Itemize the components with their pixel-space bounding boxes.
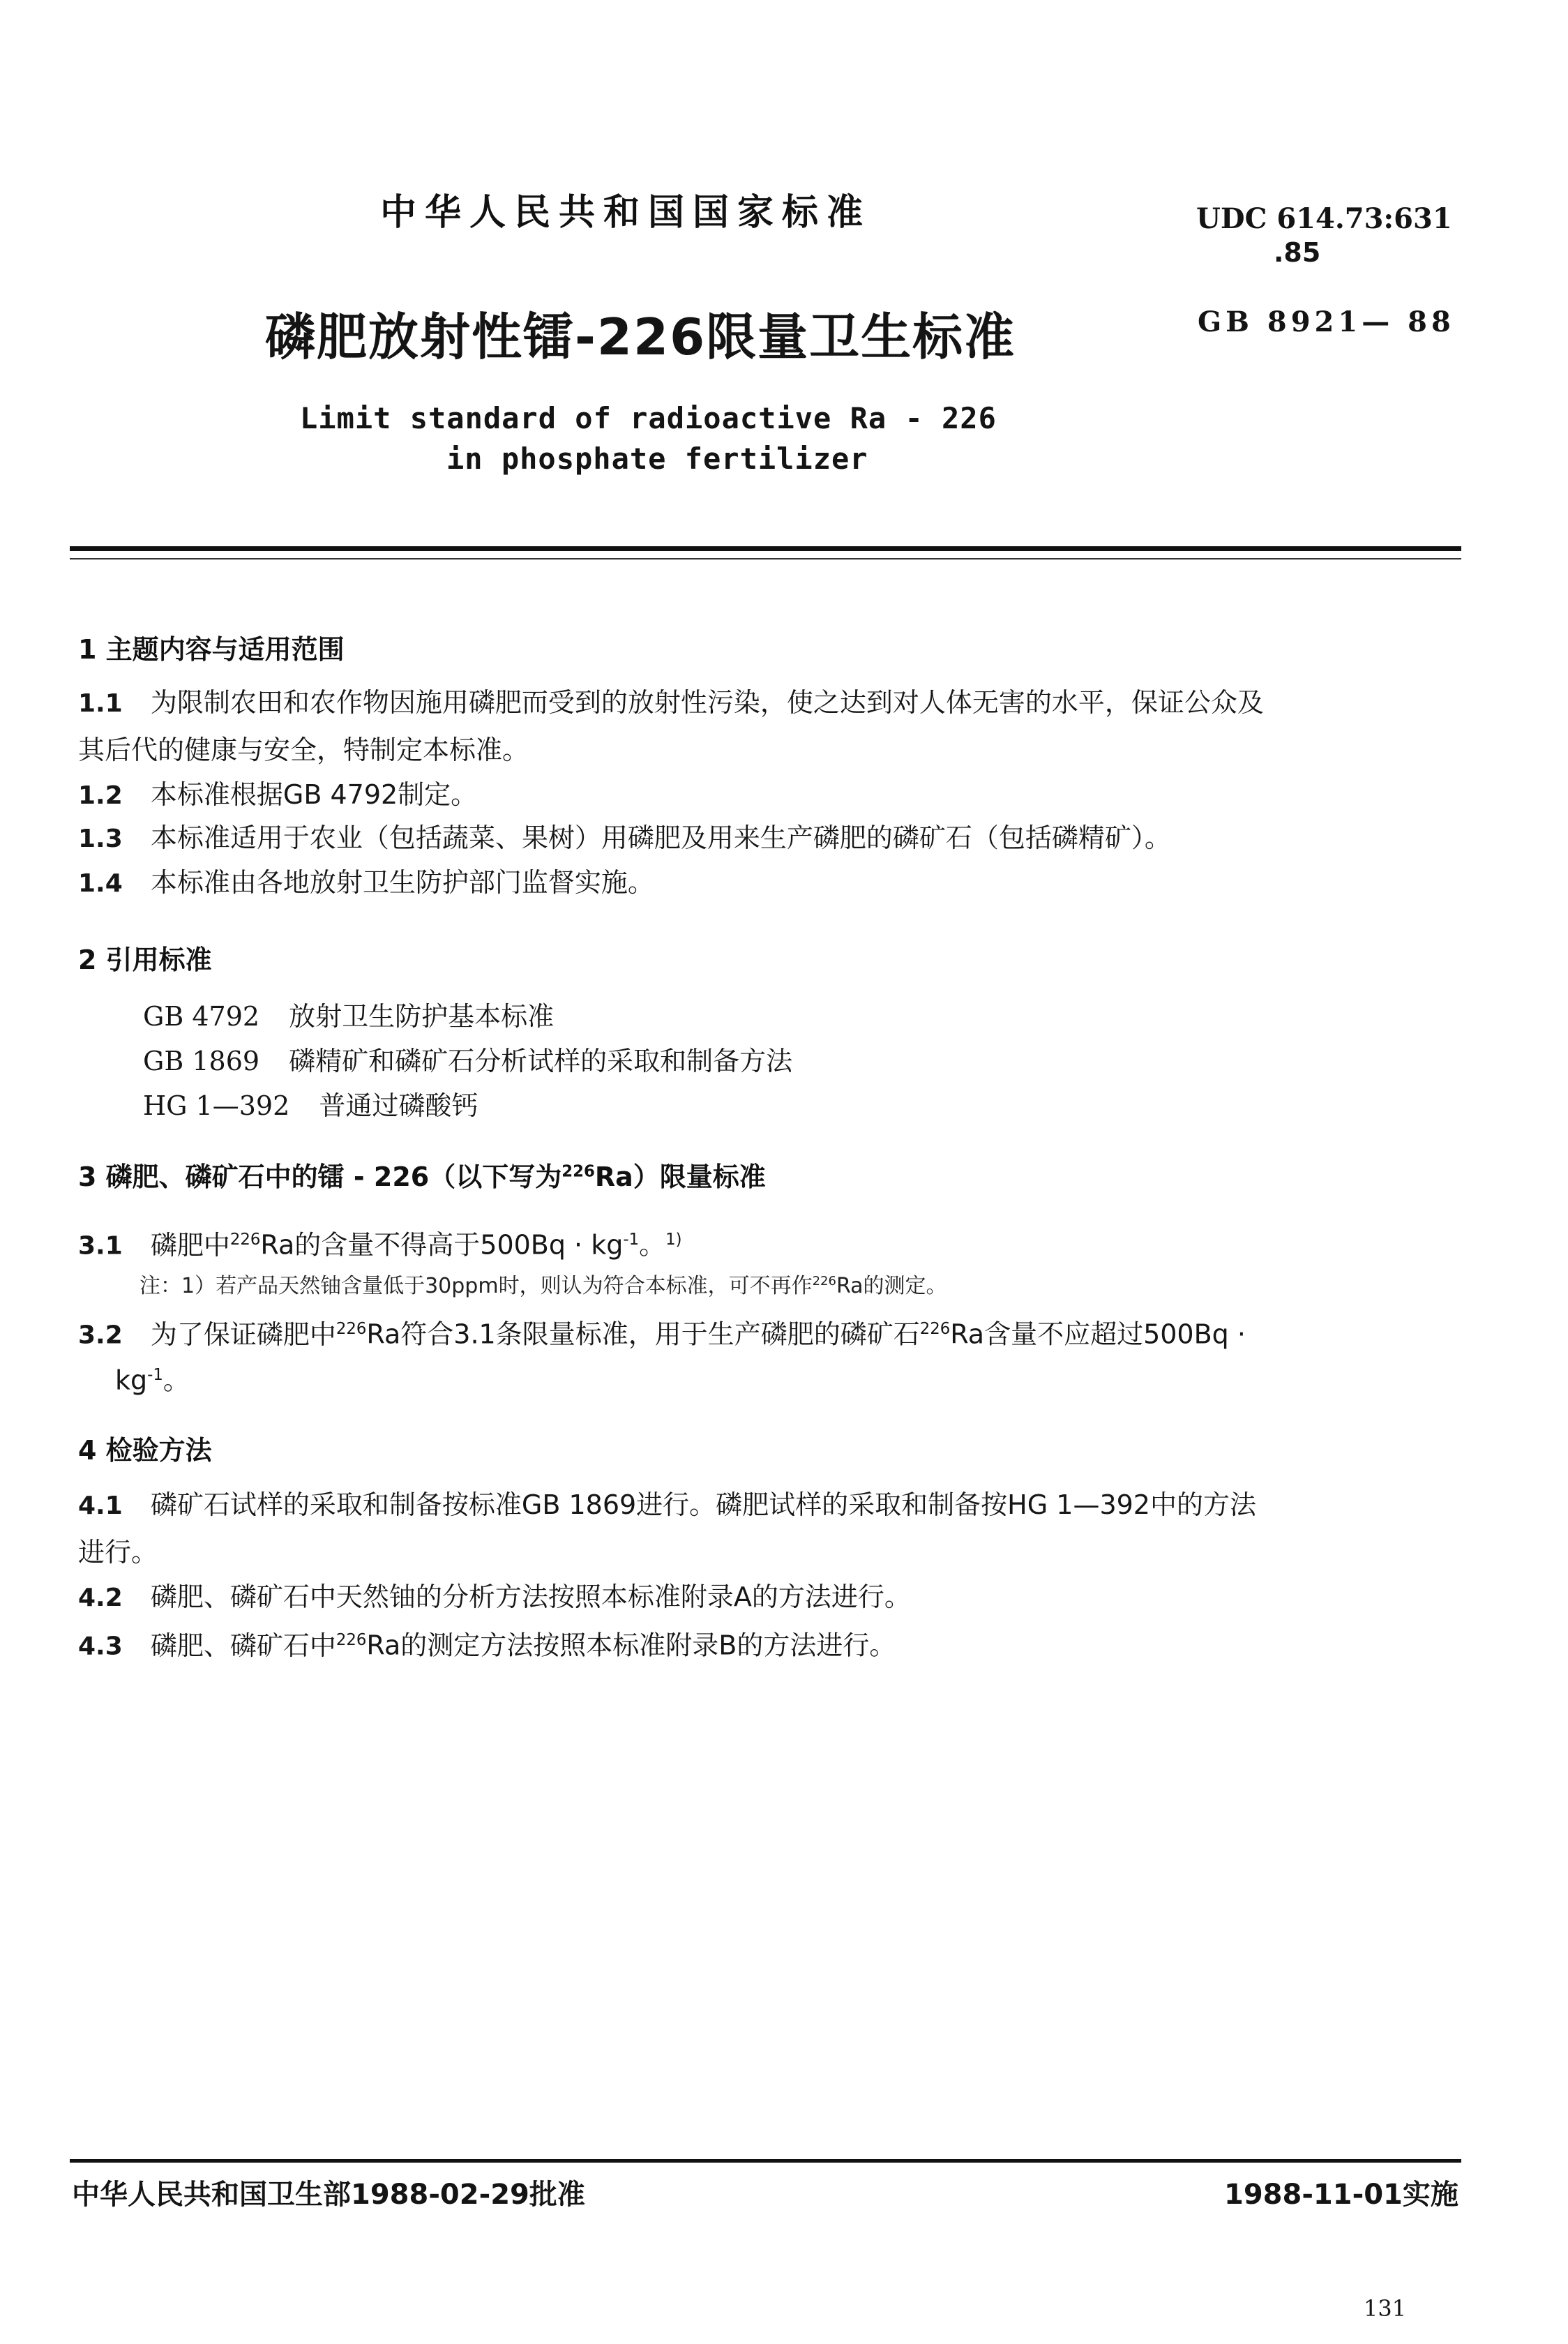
section-1-heading: 1 主题内容与适用范围 xyxy=(78,634,345,665)
clause-text: 本标准由各地放射卫生防护部门监督实施。 xyxy=(150,867,654,898)
clause-number: 4.1 xyxy=(78,1492,123,1520)
clause-1-3 xyxy=(78,818,1171,859)
clause-3-2-continuation xyxy=(115,1355,190,1401)
clause-number: 4.3 xyxy=(78,1632,123,1661)
clause-4-1 xyxy=(78,1485,1466,1526)
udc-code: UDC 614.73:631 xyxy=(1196,202,1452,235)
footer-divider xyxy=(70,2159,1461,2163)
reference-item xyxy=(143,996,554,1037)
clause-1-2 xyxy=(78,774,477,816)
heading-text: 3 磷肥、磷矿石中的镭 - 226（以下写为 xyxy=(78,1162,562,1192)
clause-3-2 xyxy=(78,1309,1466,1356)
approval-statement: 中华人民共和国卫生部1988-02-29批准 xyxy=(72,2179,585,2211)
footnote xyxy=(140,1268,947,1299)
header-divider-thin xyxy=(70,558,1461,559)
footnote-marker: 1) xyxy=(665,1231,682,1249)
national-standard-label: 中华人民共和国国家标准 xyxy=(380,192,872,234)
clause-text: 为限制农田和农作物因施用磷肥而受到的放射性污染，使之达到对人体无害的水平，保证公众及 xyxy=(150,687,1264,718)
udc-code-continuation: .85 xyxy=(1274,237,1321,268)
effective-date: 1988-11-01实施 xyxy=(1224,2179,1458,2211)
isotope-superscript: 226 xyxy=(812,1274,836,1289)
clause-4-1-continuation: 进行。 xyxy=(78,1537,158,1568)
clause-text: 磷肥中 xyxy=(150,1229,230,1261)
clause-text: 磷肥、磷矿石中天然铀的分析方法按照本标准附录A的方法进行。 xyxy=(150,1582,911,1612)
clause-text: kg xyxy=(115,1365,148,1396)
clause-4-3 xyxy=(78,1620,896,1667)
clause-number: 3.1 xyxy=(78,1231,123,1261)
clause-number: 1.4 xyxy=(78,869,123,898)
clause-4-2 xyxy=(78,1577,911,1618)
document-title-cn: 磷肥放射性镭-226限量卫生标准 xyxy=(265,308,1016,366)
clause-text: 磷肥、磷矿石中 xyxy=(150,1630,336,1661)
isotope-superscript: 226 xyxy=(919,1320,951,1338)
section-4-heading: 4 检验方法 xyxy=(78,1435,212,1466)
reference-code: GB 4792 xyxy=(143,1001,260,1032)
page-number: 131 xyxy=(1364,2295,1407,2322)
clause-text: 本标准根据GB 4792制定。 xyxy=(150,779,478,810)
heading-text: Ra）限量标准 xyxy=(594,1162,766,1192)
reference-item xyxy=(143,1085,478,1126)
clause-text: 。 xyxy=(163,1365,190,1396)
reference-title: 放射卫生防护基本标准 xyxy=(289,1001,555,1032)
footnote-text: Ra的测定。 xyxy=(836,1274,947,1298)
clause-number: 1.3 xyxy=(78,825,123,853)
unit-exponent: -1 xyxy=(147,1366,163,1384)
clause-3-1 xyxy=(78,1219,682,1267)
isotope-superscript: 226 xyxy=(561,1162,595,1181)
clause-number: 3.2 xyxy=(78,1321,123,1350)
isotope-superscript: 226 xyxy=(336,1631,367,1649)
clause-text: Ra含量不应超过500Bq · xyxy=(950,1318,1246,1350)
header-divider-thick xyxy=(70,546,1461,551)
isotope-superscript: 226 xyxy=(336,1320,367,1338)
clause-1-1-continuation: 其后代的健康与安全，特制定本标准。 xyxy=(78,735,529,765)
reference-code: GB 1869 xyxy=(143,1046,260,1076)
unit-exponent: -1 xyxy=(623,1231,640,1249)
document-title-en-line1: Limit standard of radioactive Ra - 226 xyxy=(300,401,997,435)
clause-text: Ra符合3.1条限量标准，用于生产磷肥的磷矿石 xyxy=(366,1318,920,1350)
clause-text: Ra的含量不得高于500Bq · kg xyxy=(260,1229,624,1261)
clause-text: 本标准适用于农业（包括蔬菜、果树）用磷肥及用来生产磷肥的磷矿石（包括磷精矿）。 xyxy=(150,822,1171,853)
document-title-en-line2: in phosphate fertilizer xyxy=(446,442,868,476)
footnote-text: 注：1）若产品天然铀含量低于30ppm时，则认为符合本标准，可不再作 xyxy=(140,1274,813,1298)
clause-number: 1.1 xyxy=(78,689,123,718)
reference-title: 磷精矿和磷矿石分析试样的采取和制备方法 xyxy=(289,1046,793,1076)
clause-number: 4.2 xyxy=(78,1584,123,1612)
clause-1-1 xyxy=(78,682,1466,724)
clause-text: Ra的测定方法按照本标准附录B的方法进行。 xyxy=(366,1630,896,1661)
gb-standard-number: GB 8921— 88 xyxy=(1198,306,1455,338)
reference-item xyxy=(143,1041,792,1081)
isotope-superscript: 226 xyxy=(229,1231,261,1249)
clause-number: 1.2 xyxy=(78,781,123,810)
reference-code: HG 1—392 xyxy=(143,1090,290,1121)
section-3-heading xyxy=(78,1155,766,1194)
reference-title: 普通过磷酸钙 xyxy=(319,1090,478,1121)
clause-text: 。 xyxy=(639,1229,666,1261)
clause-1-4 xyxy=(78,862,654,904)
section-2-heading: 2 引用标准 xyxy=(78,945,212,975)
clause-text: 为了保证磷肥中 xyxy=(150,1318,336,1350)
clause-text: 磷矿石试样的采取和制备按标准GB 1869进行。磷肥试样的采取和制备按HG 1—392中的方法 xyxy=(150,1489,1256,1520)
